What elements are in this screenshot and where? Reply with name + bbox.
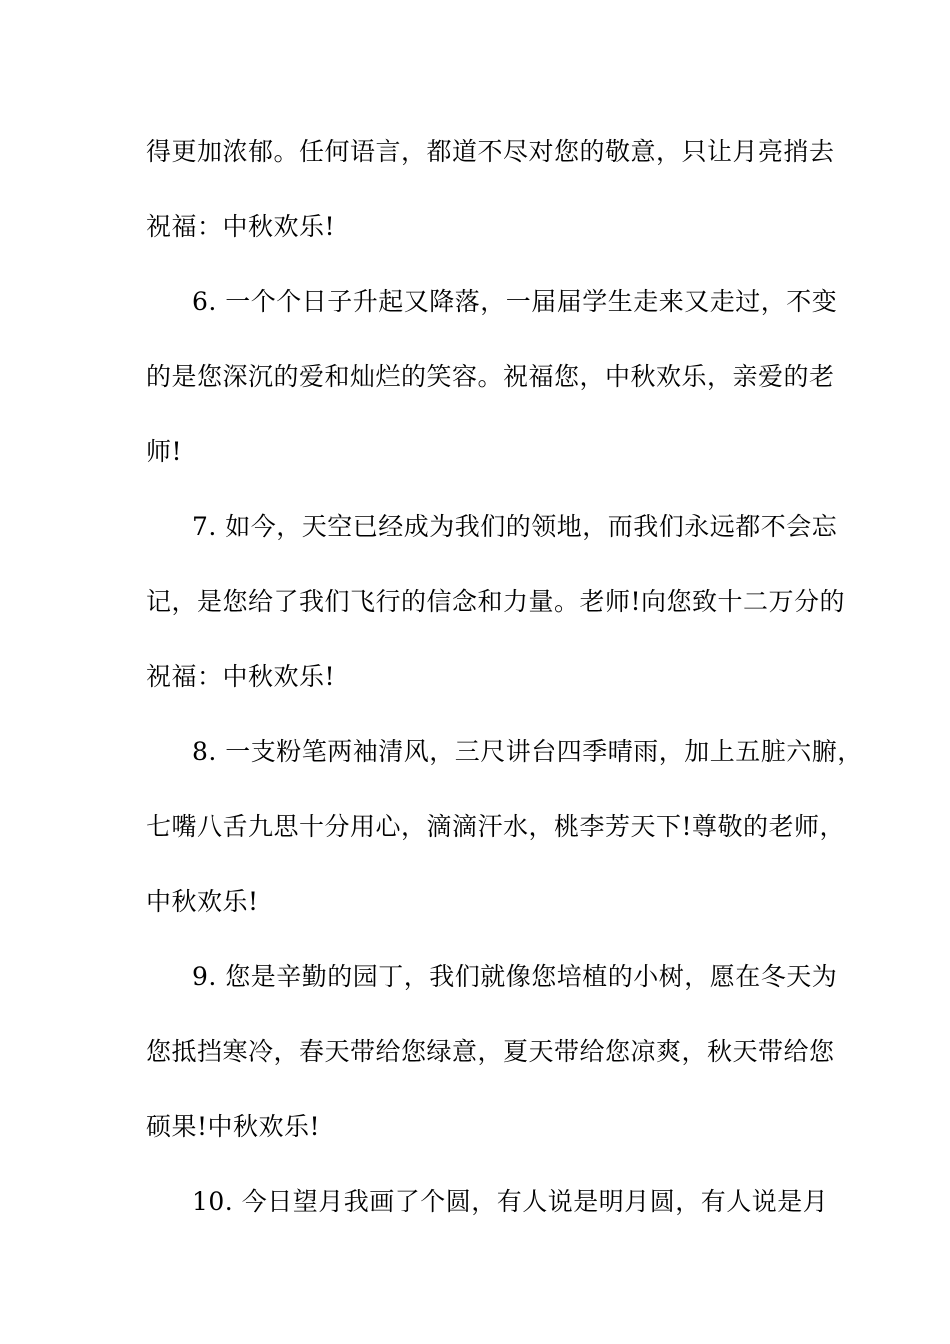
text-line: 硕果!中秋欢乐! bbox=[146, 1112, 321, 1141]
text-line: 记，是您给了我们飞行的信念和力量。老师!向您致十二万分的 bbox=[146, 587, 846, 616]
text-line: 的是您深沉的爱和灿烂的笑容。祝福您，中秋欢乐，亲爱的老 bbox=[146, 362, 835, 391]
paragraph-10-start: 10. 今日望月我画了个圆，有人说是明月圆，有人说是月 bbox=[192, 1187, 829, 1216]
paragraph-9-start: 9. 您是辛勤的园丁，我们就像您培植的小树，愿在冬天为 bbox=[192, 962, 838, 991]
text-line: 师! bbox=[146, 437, 183, 466]
paragraph-8-start: 8. 一支粉笔两袖清风，三尺讲台四季晴雨，加上五脏六腑， bbox=[192, 737, 863, 766]
text-line: 祝福：中秋欢乐! bbox=[146, 662, 336, 691]
text-line: 您抵挡寒冷，春天带给您绿意，夏天带给您凉爽，秋天带给您 bbox=[146, 1037, 835, 1066]
paragraph-7-start: 7. 如今，天空已经成为我们的领地，而我们永远都不会忘 bbox=[192, 512, 838, 541]
text-line: 中秋欢乐! bbox=[146, 887, 259, 916]
text-line: 七嘴八舌九思十分用心，滴滴汗水，桃李芳天下!尊敬的老师， bbox=[146, 812, 846, 841]
text-line: 得更加浓郁。任何语言，都道不尽对您的敬意，只让月亮捎去 bbox=[146, 137, 835, 166]
paragraph-6-start: 6. 一个个日子升起又降落，一届届学生走来又走过，不变 bbox=[192, 287, 838, 316]
text-line: 祝福：中秋欢乐! bbox=[146, 212, 336, 241]
